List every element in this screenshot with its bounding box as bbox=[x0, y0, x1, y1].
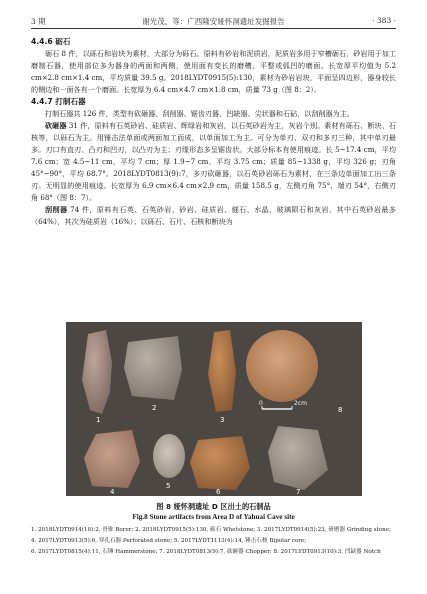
scale-zero: 0 bbox=[259, 400, 263, 407]
stone-artifacts-photo bbox=[66, 322, 362, 496]
artifact-photo-illustration bbox=[66, 322, 362, 496]
figure-item-list bbox=[31, 525, 396, 558]
section-heading-whetstone: 4.4.6 砺石 bbox=[31, 37, 71, 46]
main-text bbox=[31, 36, 396, 228]
running-header bbox=[31, 14, 396, 29]
paragraph-whetstone bbox=[31, 48, 396, 96]
paragraph-chipped-intro bbox=[31, 108, 396, 120]
artifact-2-whetstone bbox=[124, 336, 182, 400]
photo-label-6: 6 bbox=[216, 488, 221, 496]
artifact-4-perforated-stone bbox=[246, 330, 318, 402]
figure-item-line: 4. 2017LYDT0913(5):6, 穿孔石器 Perforated stone; 5. 2017LYDT1113(4):14, 锤击石核 Bipolar core; bbox=[31, 538, 307, 544]
artifact-8-notch bbox=[268, 426, 328, 490]
paragraph-lead-term: 砍砸器 bbox=[45, 121, 67, 130]
photo-label-7: 7 bbox=[296, 488, 301, 496]
artifact-3-grinding-stone bbox=[208, 330, 236, 412]
artifact-6-hammerstone bbox=[153, 434, 185, 478]
paragraph-chopper bbox=[31, 120, 396, 204]
figure-caption-chinese: 图 8 娅怀洞遗址 D 区出土的石制品 bbox=[156, 502, 271, 511]
paragraph-text: 31 件，原料有石英砂岩、硅质岩、辉绿岩和灰岩，以石英砂岩为主，灰岩个别。素材有砾石、断块、石核等，以砾石为主。用锤击法单面或两面加工而成，以单面加工为主。可分为单刃、双刃和多刃三种，其中单刃最多。刃口有直刃、凸刃和凹刃，以凸刃为主；刃缘形态多呈锯齿状。大部分标本有使用痕迹。长 5~17.4 cm，平均 7.6 cm；宽 4.5~11 cm，平均 7 cm；厚 1.9~7 cm，平均 3.75 cm；质量 85~1338 g，平均 326 g；刃角 45°~90°，平均 68.7°。2018LYDT0813(9):7，多刃砍砸器，以石英砂岩砾石为素材，在三条边单面加工出三条刃。无明显的使用痕迹。长宽厚为 6.9 cm×6.4 cm×2.9 cm，质量 158.5 g，左侧刃角 75°，端刃 54°，右侧刃角 68°（图 8：7）。 bbox=[31, 121, 396, 202]
photo-label-8: 8 bbox=[338, 406, 343, 414]
photo-label-5: 5 bbox=[166, 482, 171, 490]
artifact-5-bipolar-core bbox=[84, 430, 140, 488]
running-title: 谢光茂，等：广西隆安娅怀洞遗址发掘报告 bbox=[142, 17, 285, 26]
paragraph-lead-term: 刮削器 bbox=[45, 205, 68, 214]
artifact-1-borer bbox=[82, 330, 112, 414]
paragraph-text: 砺石 8 件，以砾石和岩块为素材，大部分为砾石。原料有砂岩和泥质岩，泥质岩多用于窄槽砺石，砂岩用于加工磨制石器，使用部位多为器身的两面和两侧，使用面有变长的磨槽、平整或弧凹的磨面。长宽厚平均值为 5.2 cm×2.8 cm×1.4 cm，平均质量 39.5 g。2018LYDT0915(5):130，素材为砂岩岩块，平面呈四边形，器身较长的侧边和一面各有一个磨面。长宽厚为 6.4 cm×4.7 cm×1.8 cm，质量 73 g（图 8：2）。 bbox=[31, 49, 396, 94]
section-heading-chipped-tools: 4.4.7 打制石器 bbox=[31, 97, 86, 106]
photo-label-3: 3 bbox=[220, 416, 225, 424]
photo-label-1: 1 bbox=[96, 416, 101, 424]
scale-label: 2cm bbox=[294, 400, 307, 407]
figure-item-line: 1. 2018LYDT0914(10):2, 骨锥 Borer; 2. 2018LYDT0915(5):130, 砺石 Whetstone; 3. 2017LYDT0914(5):23, 研磨器 Grinding stone; bbox=[31, 527, 391, 533]
artifact-7-chopper bbox=[190, 436, 250, 490]
issue-number: 3 期 bbox=[31, 17, 46, 26]
figure-caption-english: Fig.8 Stone artifacts from Area D of Yahuai Cave site bbox=[132, 513, 295, 521]
figure-item-line: 6. 2017LYDT0815(4):11, 石锤 Hammerstone; 7. 2018LYDT0813(9):7, 砍砸器 Chopper; 8. 2017LYDT0913(10):3, 凹缺器 Notch bbox=[31, 549, 381, 555]
paragraph-text: 打制石器共 126 件，类型有砍砸器、刮削器、锯齿刃器、凹缺器、尖状器和石砧，以刮削器为主。 bbox=[45, 109, 354, 118]
photo-label-2: 2 bbox=[152, 404, 157, 412]
page-number: · 383 · bbox=[372, 16, 396, 25]
photo-label-4: 4 bbox=[110, 488, 115, 496]
paragraph-text: 74 件，原料有石英、石英砂岩、砂岩、硅质岩、燧石、水晶、玻璃陨石和灰岩，其中石英砂岩最多（64%），其次为硅质岩（16%）；以砾石、石片、石核和断块为 bbox=[31, 205, 397, 226]
paragraph-scraper bbox=[31, 204, 396, 228]
